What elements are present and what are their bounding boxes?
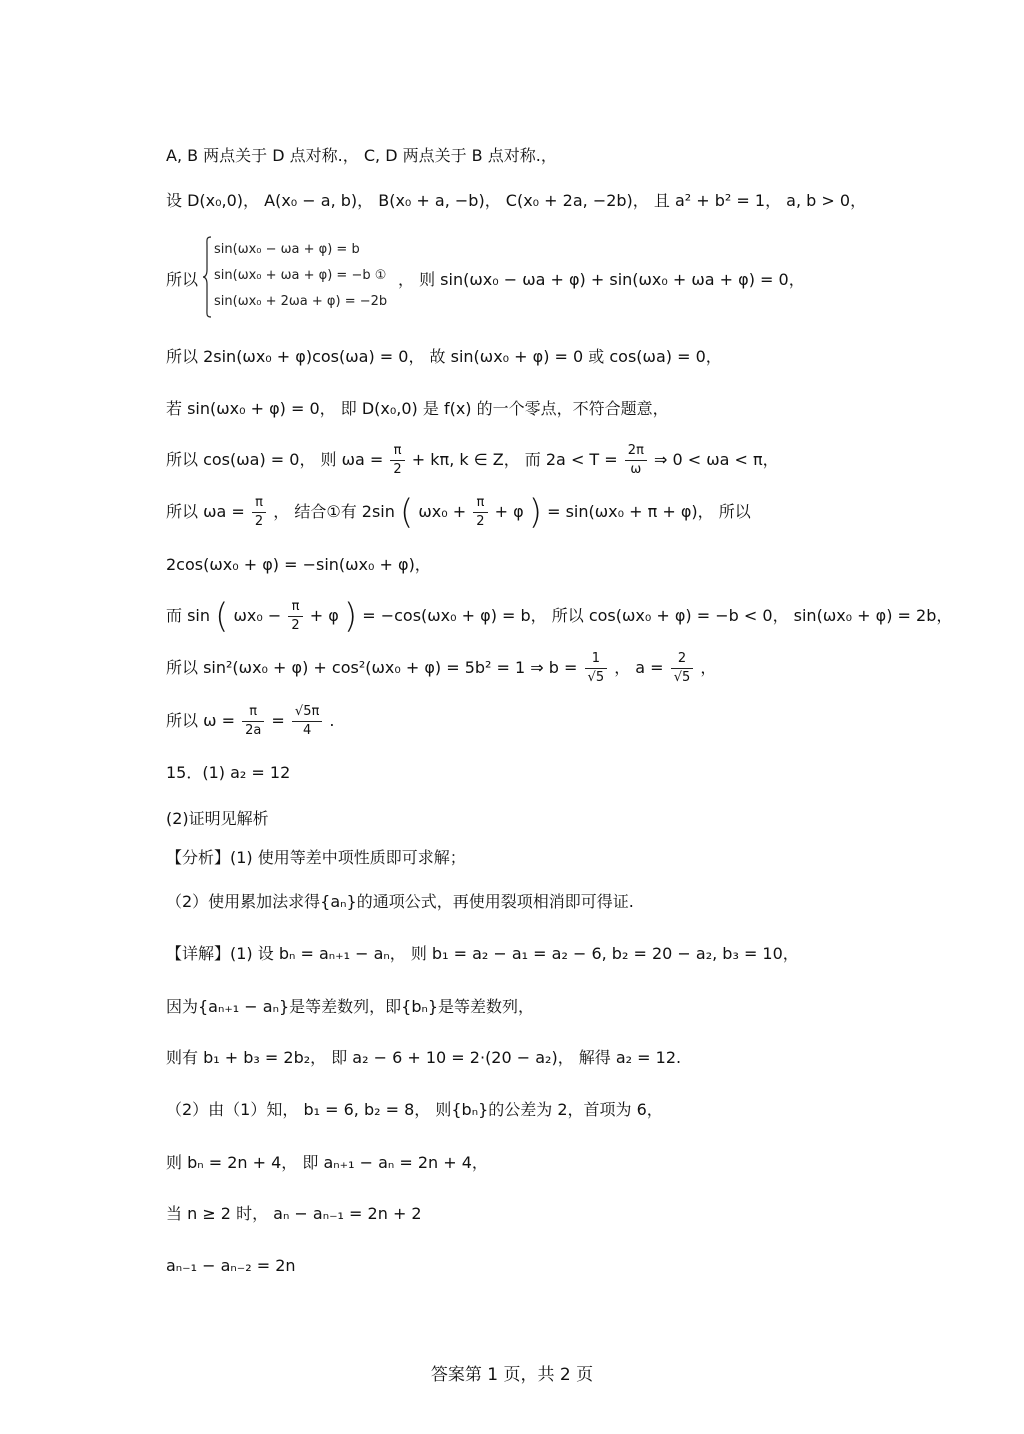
text-line-detail-2: 因为{aₙ₊₁ − aₙ}是等差数列，即{bₙ}是等差数列， [166,997,535,1016]
system-equation-3: sin(ωx₀ + 2ωa + φ) = −2b [214,294,388,309]
system-equation-2: sin(ωx₀ + ωa + φ) = −b ① [214,268,387,283]
text-line-analysis-2: （2）使用累加法求得{aₙ}的通项公式，再使用裂项相消即可得证. [166,892,634,911]
expr-part: ωx₀ − [233,606,282,625]
fraction: $\frac{\pi}{2}$ [390,442,404,479]
text-line-q15-answer-2: (2)证明见解析 [166,809,269,828]
fraction: $\frac{\pi}{2}$ [252,494,266,531]
expr-part: = −cos(ωx₀ + φ) = b， 所以 cos(ωx₀ + φ) = −b < 0， sin(ωx₀ + φ) = 2b， [362,606,953,625]
expr-part: ， 结合①有 2sin [273,502,395,521]
expr-part: = [271,711,285,730]
text-line-detail-1: 【详解】(1) 设 bₙ = aₙ₊₁ − aₙ， 则 b₁ = a₂ − a₁ = a₂ − 6, b₂ = 20 − a₂, b₃ = 10， [166,944,799,963]
expr-part: + φ [309,606,339,625]
paren-close: ) [528,492,542,533]
text-line-zero-point: 若 sin(ωx₀ + φ) = 0， 即 D(x₀,0) 是 f(x) 的一个零点，不符合题意， [166,399,669,418]
fraction: $\frac{\pi}{2}$ [288,598,302,635]
text-line-sin-shift [166,596,964,636]
text-line-symmetry: A, B 两点关于 D 点对称.， C, D 两点关于 B 点对称.， [166,146,557,165]
expr-part: . [329,711,335,730]
fraction: $\frac{\pi}{2a}$ [242,703,264,740]
text-line-omega-result [166,701,964,741]
text-line-omega-a [166,440,964,480]
text-line-detail-6: 当 n ≥ 2 时， aₙ − aₙ₋₁ = 2n + 2 [166,1204,422,1223]
expr-part: 所以 ωa = [166,502,245,521]
text-line-coordinates: 设 D(x₀,0)， A(x₀ − a, b)， B(x₀ + a, −b)， C(x₀ + 2a, −2b)， 且 a² + b² = 1， a, b > 0， [166,191,867,210]
paren-open: ( [215,596,229,637]
system-equation-1: sin(ωx₀ − ωa + φ) = b [214,242,360,257]
expr-part: ⇒ 0 < ωa < π， [654,450,779,469]
text-line-product: 所以 2sin(ωx₀ + φ)cos(ωa) = 0， 故 sin(ωx₀ + φ) = 0 或 cos(ωa) = 0， [166,347,722,366]
expr-part: + φ [494,502,524,521]
expr-part: + kπ, k ∈ Z， 而 2a < T = [411,450,618,469]
text-line-detail-7: aₙ₋₁ − aₙ₋₂ = 2n [166,1256,296,1275]
text-line-pythagorean [166,648,964,688]
system-label: 所以 [166,270,199,289]
fraction: $\frac{2}{√5}$ [671,650,694,687]
expr-part: 而 sin [166,606,211,625]
text-line-q15-answer-1: 15．(1) a₂ = 12 [166,763,291,782]
fraction: $\frac{1}{√5}$ [585,650,608,687]
paren-close: ) [343,596,358,637]
expr-part: = sin(ωx₀ + π + φ)， 所以 [547,502,751,521]
text-line-detail-4: （2）由（1）知， b₁ = 6, b₂ = 8， 则{bₙ}的公差为 2，首项为 6， [166,1100,663,1119]
fraction: $\frac{√5\pi}{4}$ [292,703,322,740]
text-line-cos-relation: 2cos(ωx₀ + φ) = −sin(ωx₀ + φ)， [166,555,431,574]
system-conclusion: ， 则 sin(ωx₀ − ωa + φ) + sin(ωx₀ + ωa + φ) = 0， [398,270,805,289]
fraction: $\frac{\pi}{2}$ [473,494,487,531]
expr-part: 所以 sin²(ωx₀ + φ) + cos²(ωx₀ + φ) = 5b² = 1 ⇒ b = [166,658,578,677]
expr-part: ωx₀ + [418,502,467,521]
expr-part: ， a = [614,658,664,677]
expr-part: ， [700,658,717,677]
paren-open: ( [399,492,414,533]
expr-part: 所以 cos(ωa) = 0， 则 ωa = [166,450,384,469]
page-footer: 答案第 1 页，共 2 页 [430,1365,594,1385]
text-line-detail-5: 则 bₙ = 2n + 4， 即 aₙ₊₁ − aₙ = 2n + 4， [166,1153,488,1172]
expr-part: 所以 ω = [166,711,235,730]
text-line-detail-3: 则有 b₁ + b₃ = 2b₂， 即 a₂ − 6 + 10 = 2·(20 − a₂)， 解得 a₂ = 12. [166,1048,682,1067]
left-brace-icon [202,236,212,318]
text-line-combine [166,492,964,532]
text-line-analysis: 【分析】(1) 使用等差中项性质即可求解； [166,848,466,867]
fraction: $\frac{2\pi}{\omega}$ [625,442,647,479]
